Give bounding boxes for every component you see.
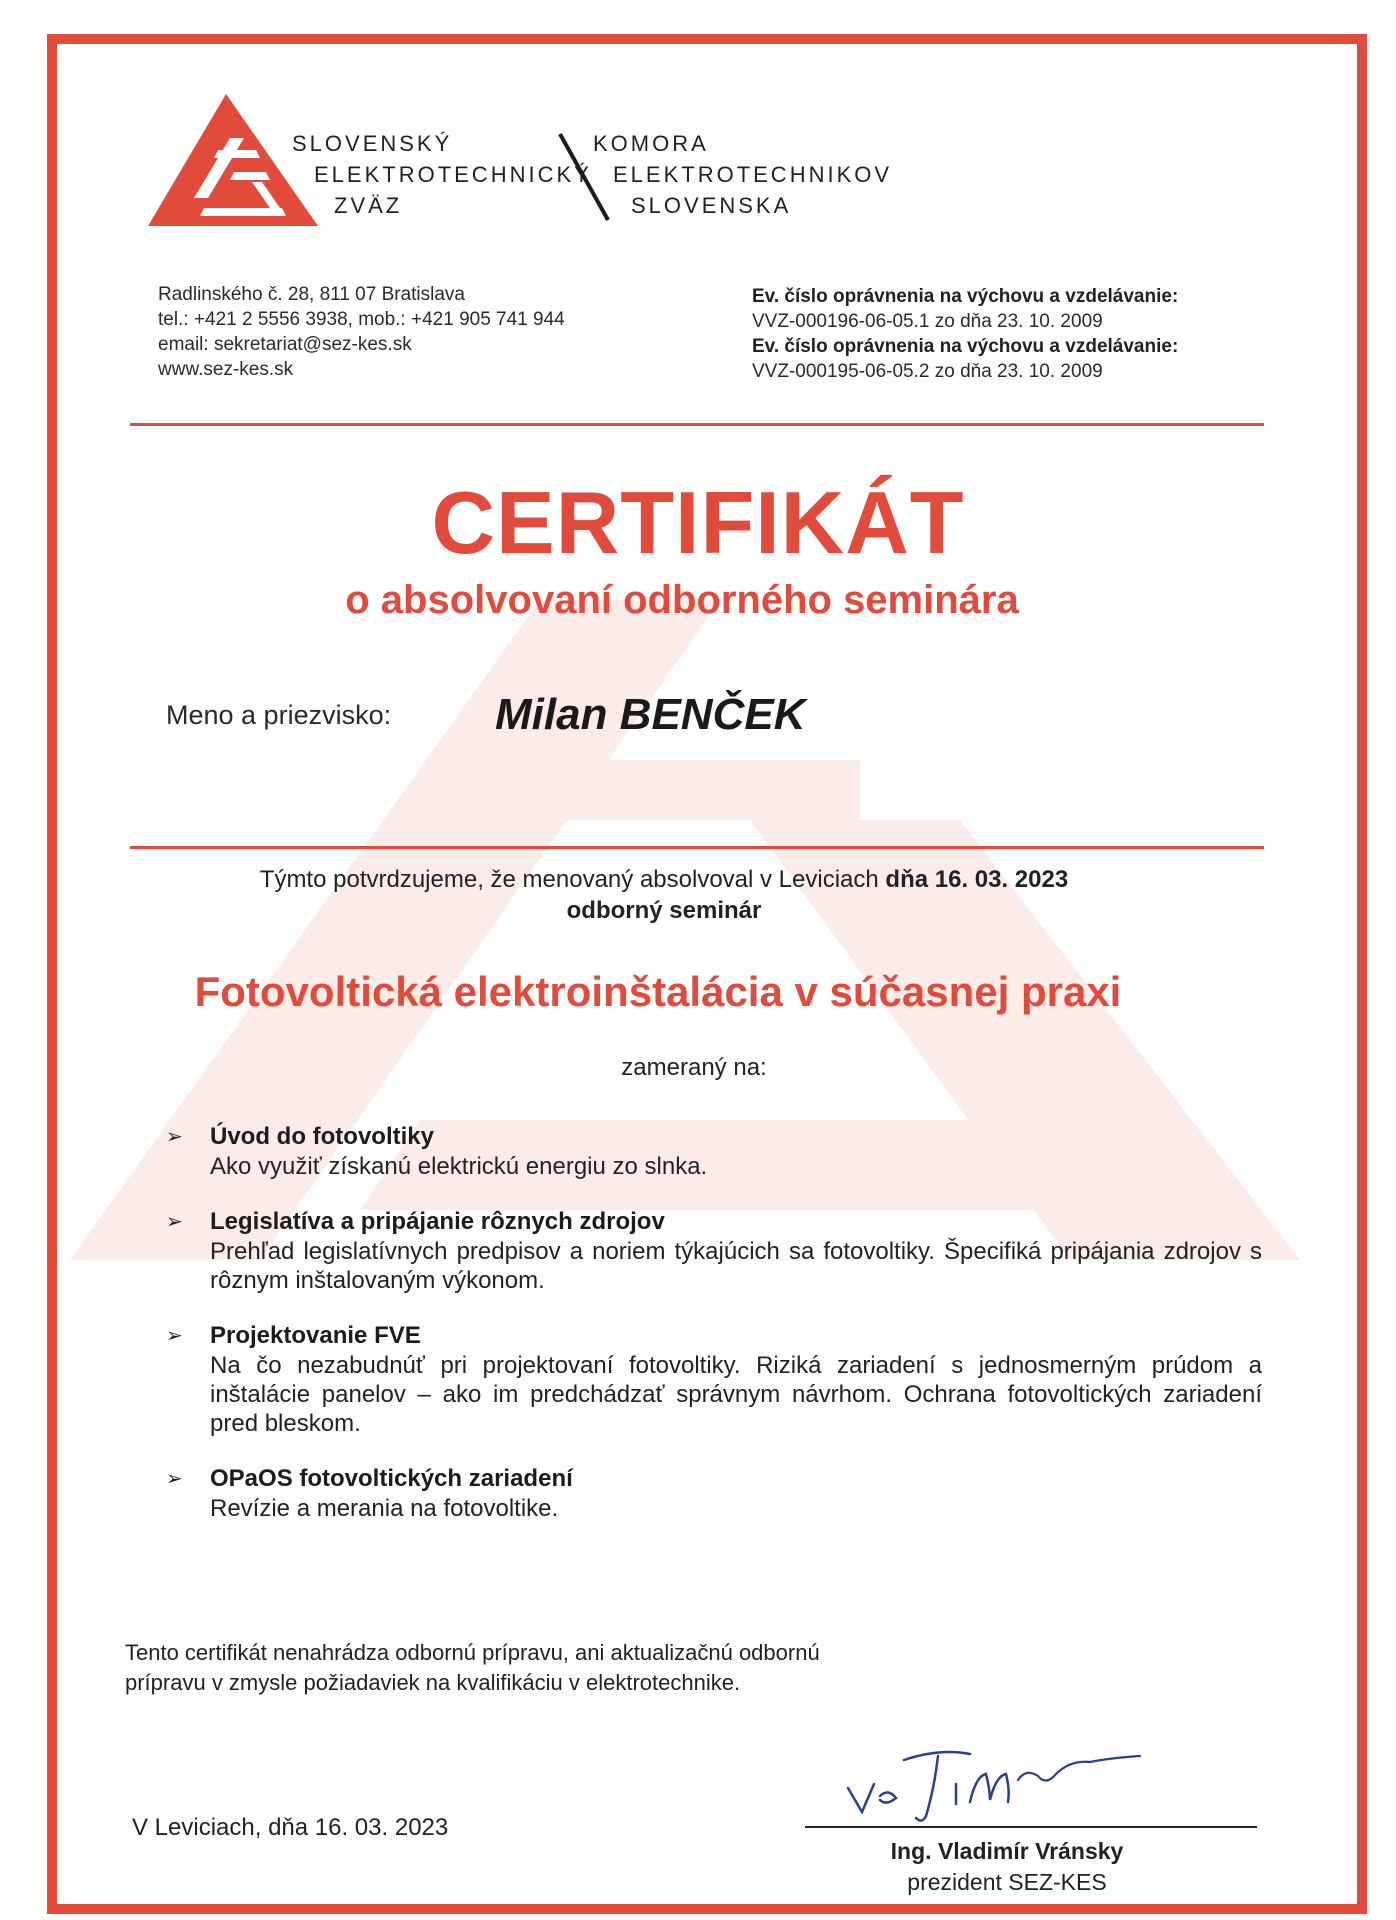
header-divider <box>130 423 1264 426</box>
address: Radlinského č. 28, 811 07 Bratislava <box>158 284 465 305</box>
topic-item <box>166 1321 1262 1438</box>
topic-heading: Úvod do fotovoltiky <box>210 1123 434 1150</box>
topic-description: Revízie a merania na fotovoltike. <box>210 1495 559 1522</box>
org-name-kes-line2: ELEKTROTECHNIKOV <box>613 162 893 187</box>
org-name-sez-line3: ZVÄZ <box>334 193 403 218</box>
seminar-title: Fotovoltická elektroinštalácia v súčasnej praxi <box>194 968 1122 1015</box>
certificate-title: CERTIFIKÁT <box>431 473 965 572</box>
org-name-sez-line2: ELEKTROTECHNICKÝ <box>314 162 592 187</box>
topic-heading: OPaOS fotovoltických zariadení <box>210 1465 573 1492</box>
disclaimer <box>125 1638 945 1698</box>
name-divider <box>130 846 1264 849</box>
focus-label: zameraný na: <box>621 1054 767 1081</box>
arrowhead-bullet-icon: ➢ <box>166 1126 183 1148</box>
license-label-1: Ev. číslo oprávnenia na výchovu a vzdelávanie: <box>752 286 1179 307</box>
license-value-1: VVZ-000196-06-05.1 zo dňa 23. 10. 2009 <box>752 311 1103 332</box>
signer-block <box>781 1836 1233 1898</box>
confirmation-text <box>0 864 1362 926</box>
disclaimer-line-1: Tento certifikát nenahrádza odbornú prípravu, ani aktualizačnú odbornú <box>125 1640 820 1665</box>
org-name-sez <box>292 128 592 221</box>
topic-description: Prehľad legislatívnych predpisov a noriem týkajúcich sa fotovoltiky. Špecifiká pripájania zdrojov s rôznym inštalovaným výkonom. <box>210 1238 1262 1294</box>
signer-role: prezident SEZ-KES <box>907 1869 1107 1895</box>
recipient-name: Milan BENČEK <box>495 690 806 739</box>
name-label: Meno a priezvisko: <box>166 700 392 730</box>
place-and-date: V Leviciach, dňa 16. 03. 2023 <box>132 1814 449 1841</box>
handwritten-signature <box>840 1740 1160 1830</box>
topic-heading: Projektovanie FVE <box>210 1322 421 1349</box>
topic-description: Na čo nezabudnúť pri projektovaní fotovoltiky. Riziká zariadení s jednosmerným prúdom a inštalácie panelov – ako im predchádzať správnym návrhom. Ochrana fotovoltických zariadení pred bleskom. <box>210 1352 1262 1437</box>
certificate-subtitle: o absolvovaní odborného seminára <box>345 578 1019 622</box>
license-block <box>752 284 1178 384</box>
topic-heading: Legislatíva a pripájanie rôznych zdrojov <box>210 1208 665 1235</box>
phone: tel.: +421 2 5556 3938, mob.: +421 905 741 944 <box>158 309 565 330</box>
arrowhead-bullet-icon: ➢ <box>166 1468 183 1490</box>
org-name-kes <box>593 128 892 221</box>
confirmation-date: dňa 16. 03. 2023 <box>885 866 1069 893</box>
contact-block <box>158 282 565 382</box>
topic-item <box>166 1464 1262 1523</box>
website: www.sez-kes.sk <box>158 359 294 380</box>
topic-item <box>166 1207 1262 1295</box>
email: email: sekretariat@sez-kes.sk <box>158 334 412 355</box>
org-name-sez-line1: SLOVENSKÝ <box>292 131 453 156</box>
topic-list <box>166 1122 1262 1549</box>
confirmation-seminar: odborný seminár <box>566 897 762 924</box>
license-value-2: VVZ-000195-06-05.2 zo dňa 23. 10. 2009 <box>752 361 1103 382</box>
license-label-2: Ev. číslo oprávnenia na výchovu a vzdelávanie: <box>752 336 1179 357</box>
org-name-kes-line1: KOMORA <box>593 131 709 156</box>
arrowhead-bullet-icon: ➢ <box>166 1325 183 1347</box>
confirmation-sentence: Týmto potvrdzujeme, že menovaný absolvoval v Leviciach <box>259 866 886 893</box>
disclaimer-line-2: prípravu v zmysle požiadaviek na kvalifikáciu v elektrotechnike. <box>125 1670 741 1695</box>
topic-description: Ako využiť získanú elektrickú energiu zo slnka. <box>210 1153 708 1180</box>
org-name-kes-line3: SLOVENSKA <box>631 193 792 218</box>
signer-name: Ing. Vladimír Vránsky <box>890 1838 1124 1864</box>
signature-line <box>805 1826 1257 1828</box>
arrowhead-bullet-icon: ➢ <box>166 1211 183 1233</box>
topic-item <box>166 1122 1262 1181</box>
